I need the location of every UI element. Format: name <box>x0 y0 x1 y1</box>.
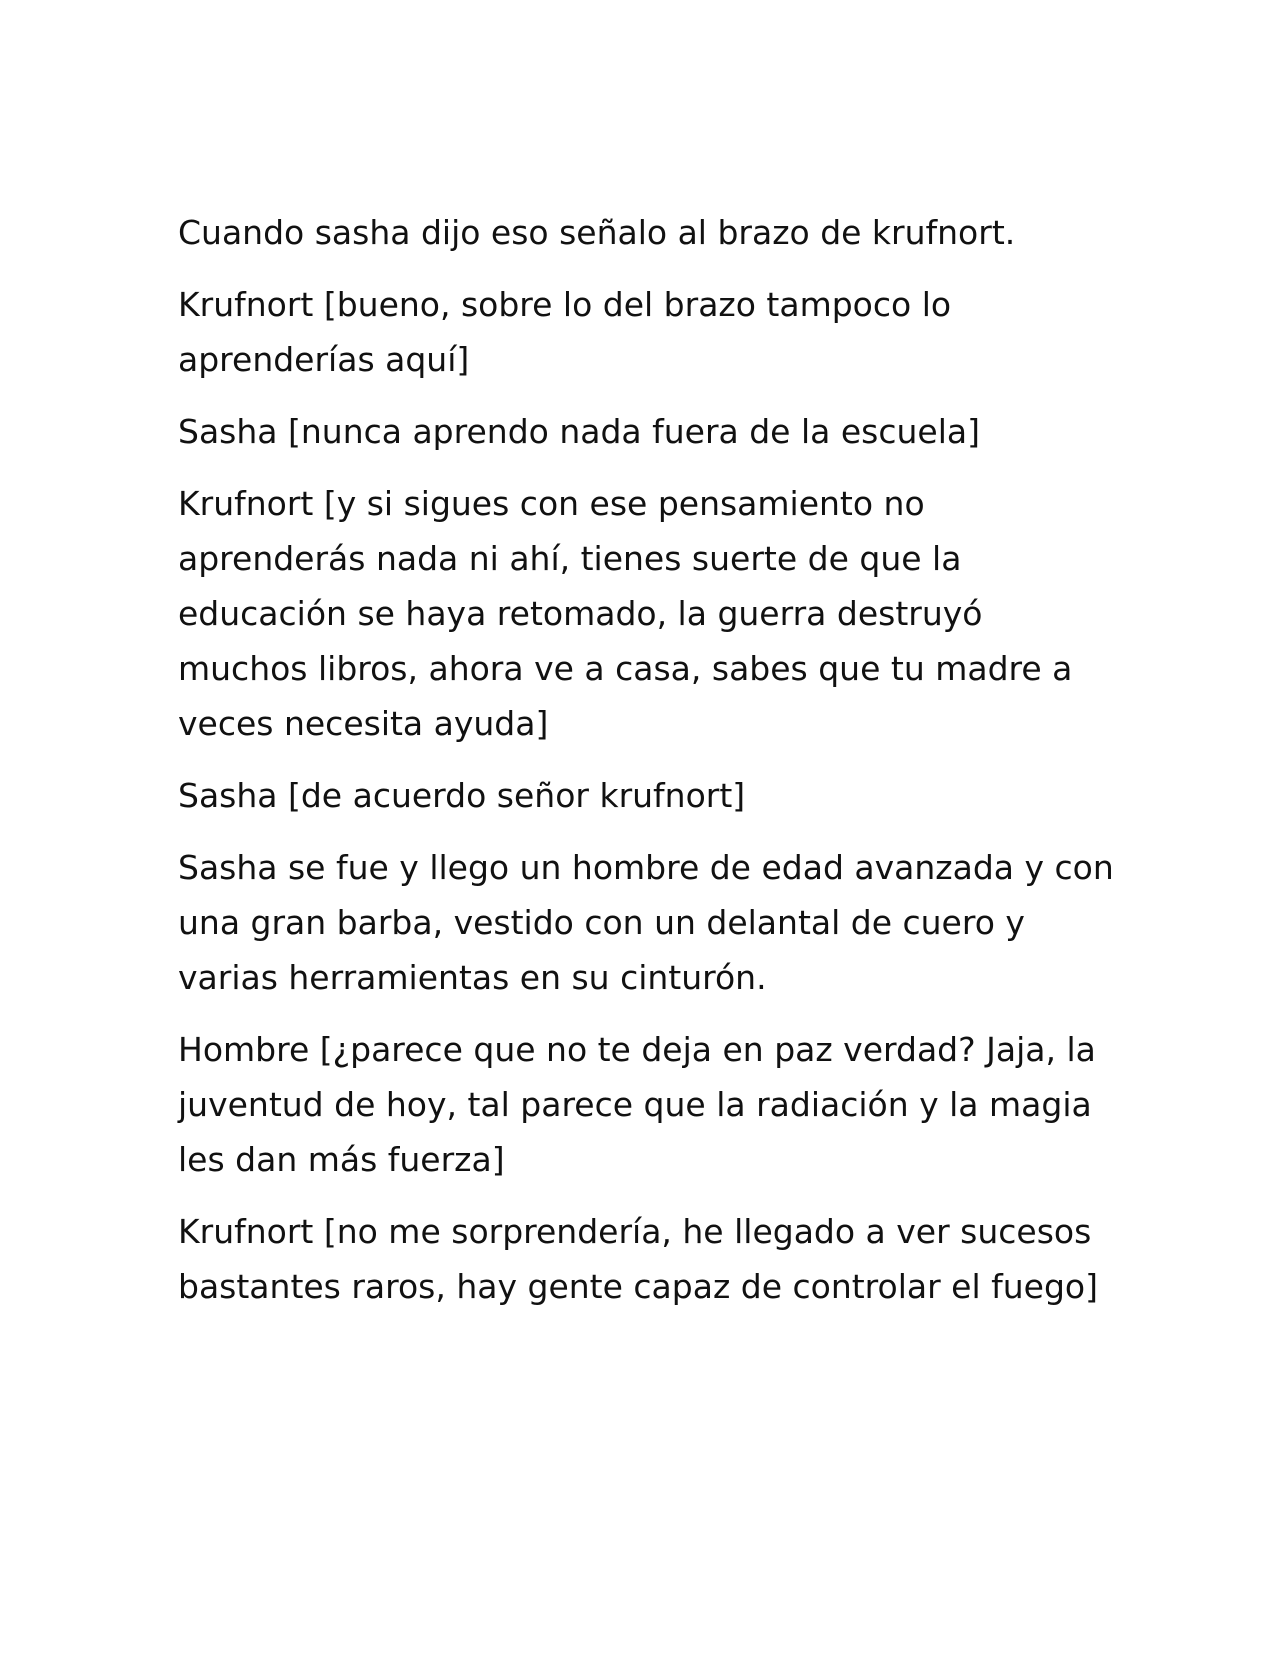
paragraph-7: Hombre [¿parece que no te deja en paz verdad? Jaja, la juventud de hoy, tal parece que la radiación y la magia les dan más fuerza] <box>178 1030 1096 1179</box>
paragraph-5: Sasha [de acuerdo señor krufnort] <box>178 776 746 815</box>
paragraph-6: Sasha se fue y llego un hombre de edad avanzada y con una gran barba, vestido con un delantal de cuero y varias herramientas en su cinturón. <box>178 848 1114 997</box>
paragraph-2: Krufnort [bueno, sobre lo del brazo tampoco lo aprenderías aquí] <box>178 285 952 379</box>
paragraph-8: Krufnort [no me sorprendería, he llegado a ver sucesos bastantes raros, hay gente capaz de controlar el fuego] <box>178 1212 1098 1306</box>
paragraph-1: Cuando sasha dijo eso señalo al brazo de krufnort. <box>178 213 1016 252</box>
paragraph-4: Krufnort [y si sigues con ese pensamiento no aprenderás nada ni ahí, tienes suerte de que la educación se haya retomado, la guerra destruyó muchos libros, ahora ve a casa, sabes que tu madre a veces necesita ayuda] <box>178 484 1073 743</box>
paragraph-3: Sasha [nunca aprendo nada fuera de la escuela] <box>178 412 980 451</box>
document-body <box>178 205 1118 1331</box>
